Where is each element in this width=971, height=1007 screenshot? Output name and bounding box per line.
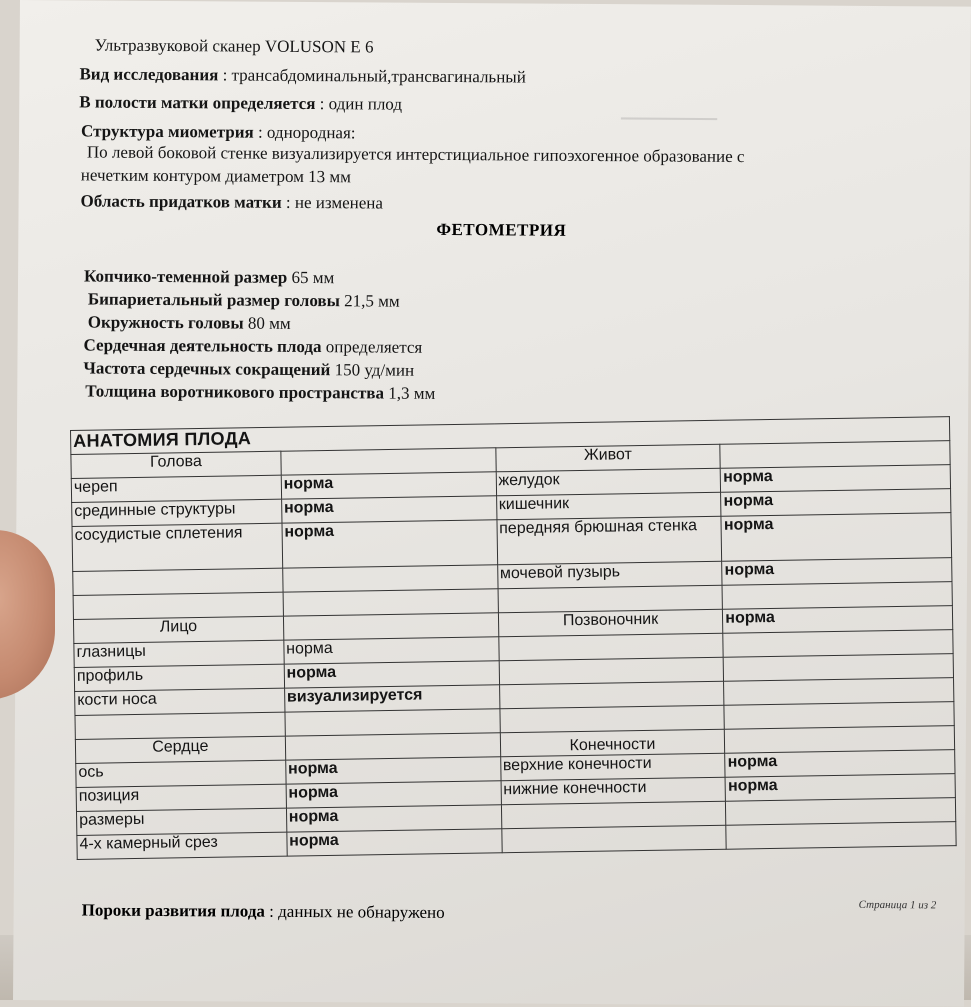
crl-line: Копчико-теменной размер 65 мм xyxy=(84,266,335,288)
section-face: Лицо xyxy=(73,616,283,643)
cell-value: норма xyxy=(725,750,955,778)
cell-value: норма xyxy=(725,774,955,802)
cell-value: норма xyxy=(721,465,951,493)
cell-value: норма xyxy=(286,781,501,808)
cell-value: норма xyxy=(285,757,500,784)
cell-label: кости носа xyxy=(75,688,285,715)
cell-value: норма xyxy=(722,558,952,586)
exam-type-line: Вид исследования : трансабдоминальный,трансвагинальный xyxy=(79,64,526,87)
cell-label: профиль xyxy=(74,664,284,691)
cell-label: размеры xyxy=(76,808,286,835)
cell-label: желудок xyxy=(496,468,721,496)
defects-line: Пороки развития плода : данных не обнаружено xyxy=(81,900,445,922)
cell-value: норма xyxy=(282,520,498,568)
cell-label: глазницы xyxy=(74,640,284,667)
hc-line: Окружность головы 80 мм xyxy=(87,312,291,333)
cell-label: череп xyxy=(71,475,281,502)
cell-label: срединные структуры xyxy=(72,499,282,526)
cell-label: верхние конечности xyxy=(500,753,725,781)
cell-value: норма xyxy=(281,472,496,499)
anatomy-table xyxy=(70,416,957,860)
cell-value: норма xyxy=(284,661,499,688)
cell-label: сосудистые сплетения xyxy=(72,523,282,571)
cell-label: позиция xyxy=(76,784,286,811)
section-heart: Сердце xyxy=(75,736,285,763)
section-abdomen: Живот xyxy=(495,444,720,472)
cell-value: норма xyxy=(281,496,496,523)
cell-value: норма xyxy=(286,805,501,832)
cell-label: мочевой пузырь xyxy=(497,561,722,589)
fetometry-title: ФЕТОМЕТРИЯ xyxy=(436,219,567,240)
cell-value: визуализируется xyxy=(284,685,499,712)
adnexa-line: Область придатков матки : не изменена xyxy=(80,191,384,213)
page-number: Страница 1 из 2 xyxy=(858,898,937,912)
cell-value: норма xyxy=(284,637,499,664)
cell-value: норма xyxy=(721,513,951,562)
myometrium-line: Структура миометрия : однородная: xyxy=(81,121,356,143)
cell-label: ось xyxy=(76,760,286,787)
cell-value: норма xyxy=(721,489,951,517)
section-head: Голова xyxy=(71,451,281,478)
section-spine: Позвоночник xyxy=(498,609,723,637)
section-limbs: Конечности xyxy=(500,729,725,757)
cell-label: кишечник xyxy=(496,492,721,520)
cell-value: норма xyxy=(287,829,502,856)
cell-label: нижние конечности xyxy=(501,777,726,805)
nuchal-line: Толщина воротникового пространства 1,3 мм xyxy=(85,381,436,403)
cell-label: передняя брюшная стенка xyxy=(497,516,722,565)
bpd-line: Бипариетальный размер головы 21,5 мм xyxy=(87,289,400,311)
finding-line-1: По левой боковой стенке визуализируется интерстициальное гипоэхогенное образование с xyxy=(86,142,745,167)
bleed-through-handwriting: ⸻ xyxy=(619,93,720,140)
heart-rate-line: Частота сердечных сокращений 150 уд/мин xyxy=(83,358,415,380)
cell-value: норма xyxy=(723,606,953,634)
scanner-line: Ультразвуковой сканер VOLUSON E 6 xyxy=(94,35,374,57)
uterus-line: В полости матки определяется : один плод xyxy=(79,92,403,114)
cell-label: 4-х камерный срез xyxy=(77,832,287,859)
anatomy-title: АНАТОМИЯ ПЛОДА xyxy=(71,417,950,455)
cardiac-line: Сердечная деятельность плода определяется xyxy=(83,335,423,357)
finding-line-2: нечетким контуром диаметром 13 мм xyxy=(80,165,352,187)
